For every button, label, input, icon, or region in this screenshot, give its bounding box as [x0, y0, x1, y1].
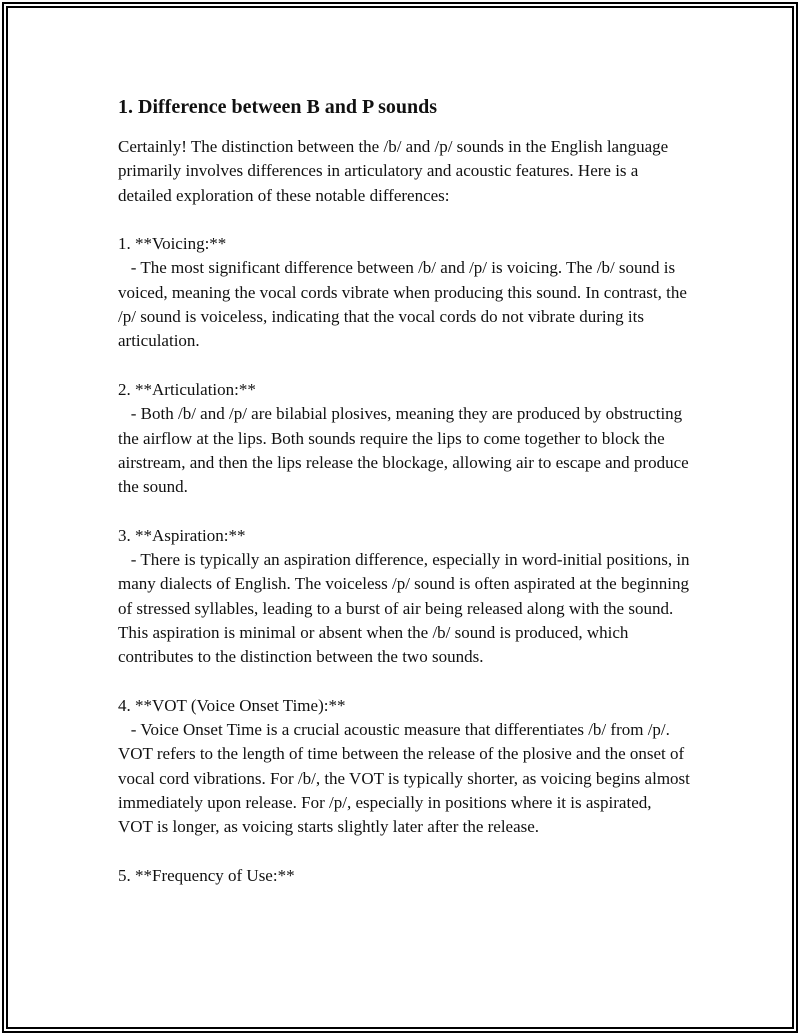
spacer [118, 499, 690, 523]
section-articulation [118, 378, 693, 499]
section-heading: 4. **VOT (Voice Onset Time):** [118, 695, 346, 715]
section-heading: 3. **Aspiration:** [118, 525, 246, 545]
section-body: - Voice Onset Time is a crucial acoustic measure that differentiates /b/ from /p/. VOT refers to the length of time between the release of the plosive and the onset of vocal cord vibrations. For /b/, the VOT is typically shorter, as voicing begins almost immediately upon release. For /p/, especially in positions where it is aspirated, VOT is longer, as voicing starts slightly later after the release. [118, 720, 695, 837]
spacer [118, 840, 690, 864]
section-vot [118, 694, 695, 840]
section-body: - There is typically an aspiration difference, especially in word-initial positions, in many dialects of English. The voiceless /p/ sound is often aspirated at the beginning of stressed syllables, leading to a burst of air being released along with the sound. This aspiration is minimal or absent when the /b/ sound is produced, which contributes to the distinction between the two sounds. [118, 550, 694, 667]
section-voicing [118, 232, 690, 353]
spacer [118, 670, 690, 694]
section-body: - Both /b/ and /p/ are bilabial plosives, meaning they are produced by obstructing the airflow at the lips. Both sounds require the lips to come together to block the airstream, and then the lips release the blockage, allowing air to escape and produce the sound. [118, 404, 693, 497]
section-frequency-of-use [118, 864, 690, 888]
document-body [118, 94, 695, 888]
section-heading: 1. **Voicing:** [118, 234, 227, 254]
section-heading: 2. **Articulation:** [118, 379, 256, 399]
section-heading: 5. **Frequency of Use:** [118, 865, 295, 885]
section-body: - The most significant difference between /b/ and /p/ is voicing. The /b/ sound is voiced, meaning the vocal cords vibrate when producing this sound. In contrast, the /p/ sound is voiceless, indicating that the vocal cords do not vibrate during its articulation. [118, 258, 692, 351]
section-aspiration [118, 524, 694, 670]
spacer [118, 208, 690, 232]
document-title: 1. Difference between B and P sounds [118, 96, 438, 118]
intro-paragraph: Certainly! The distinction between the /b/ and /p/ sounds in the English language primarily involves differences in articulatory and acoustic features. Here is a detailed exploration of these notable differences: [118, 137, 673, 205]
spacer [118, 354, 690, 378]
